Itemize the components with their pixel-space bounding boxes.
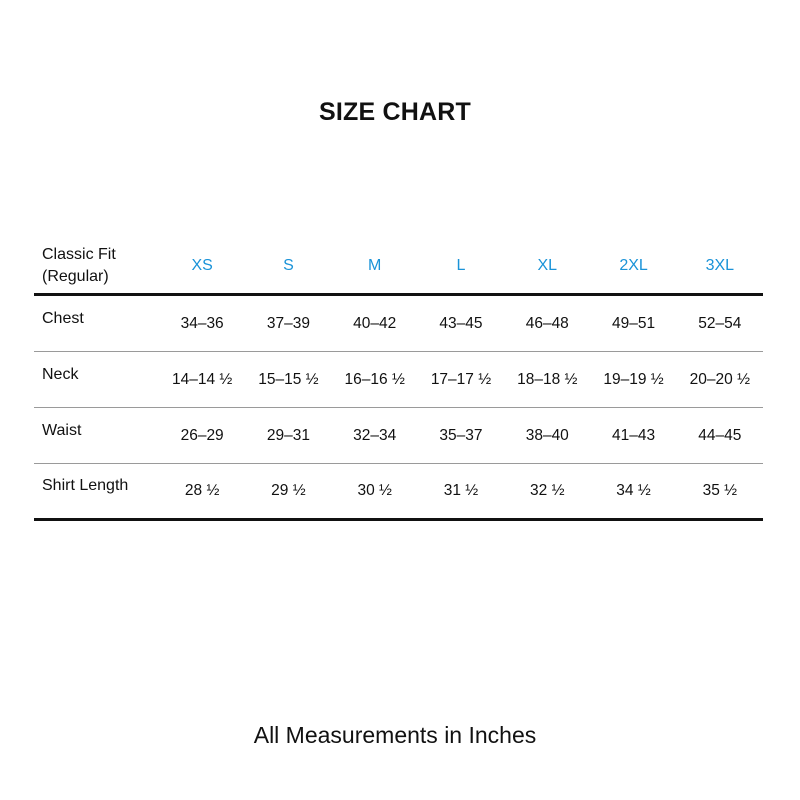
table-cell: 29–31 [266, 426, 310, 444]
table-cell: 17–17 ½ [430, 370, 492, 388]
size-header-2xl: 2XL [619, 256, 648, 274]
table-cell: 19–19 ½ [603, 370, 664, 388]
page-title: SIZE CHART [319, 98, 471, 126]
fit-label-line2: (Regular) [42, 267, 109, 285]
table-cell: 16–16 ½ [344, 370, 405, 388]
table-row-waist [34, 408, 763, 464]
table-cell: 35 ½ [702, 482, 738, 499]
table-cell: 46–48 [525, 314, 569, 332]
table-row-neck [34, 352, 763, 408]
table-cell: 41–43 [611, 426, 656, 444]
row-label: Shirt Length [42, 477, 129, 494]
table-cell: 30 ½ [357, 482, 392, 499]
table-cell: 34–36 [180, 314, 224, 332]
row-label: Chest [42, 309, 84, 327]
table-cell: 15–15 ½ [258, 370, 319, 388]
table-cell: 26–29 [180, 426, 224, 444]
table-cell: 38–40 [525, 426, 569, 444]
size-header-xs: XS [191, 256, 213, 274]
table-row-shirt-length [34, 464, 763, 521]
table-cell: 49–51 [611, 314, 656, 332]
table-cell: 32–34 [353, 426, 397, 444]
table-cell: 35–37 [439, 426, 483, 444]
row-label: Neck [42, 365, 79, 383]
size-header-xl: XL [537, 256, 558, 274]
table-row-chest [34, 296, 763, 352]
table-cell: 43–45 [439, 314, 483, 332]
fit-label-line1: Classic Fit [42, 245, 116, 263]
table-cell: 14–14 ½ [171, 370, 233, 388]
table-cell: 18–18 ½ [517, 370, 578, 388]
size-header-m: M [368, 256, 382, 274]
table-cell: 29 ½ [271, 482, 306, 499]
table-cell: 52–54 [698, 314, 742, 332]
size-chart-table [34, 238, 763, 521]
size-header-l: L [456, 256, 466, 274]
table-cell: 37–39 [266, 314, 310, 332]
size-header-3xl: 3XL [705, 256, 735, 274]
table-cell: 31 ½ [443, 482, 479, 499]
table-cell: 28 ½ [184, 482, 220, 499]
row-label: Waist [42, 421, 82, 439]
table-cell: 40–42 [353, 314, 397, 332]
table-cell: 44–45 [698, 426, 742, 444]
table-cell: 34 ½ [616, 482, 651, 499]
measurement-note: All Measurements in Inches [253, 722, 537, 748]
size-header-s: S [283, 256, 294, 274]
table-cell: 20–20 ½ [689, 370, 750, 388]
fit-label [34, 244, 159, 288]
table-header-row [34, 238, 763, 296]
table-cell: 32 ½ [530, 482, 565, 499]
